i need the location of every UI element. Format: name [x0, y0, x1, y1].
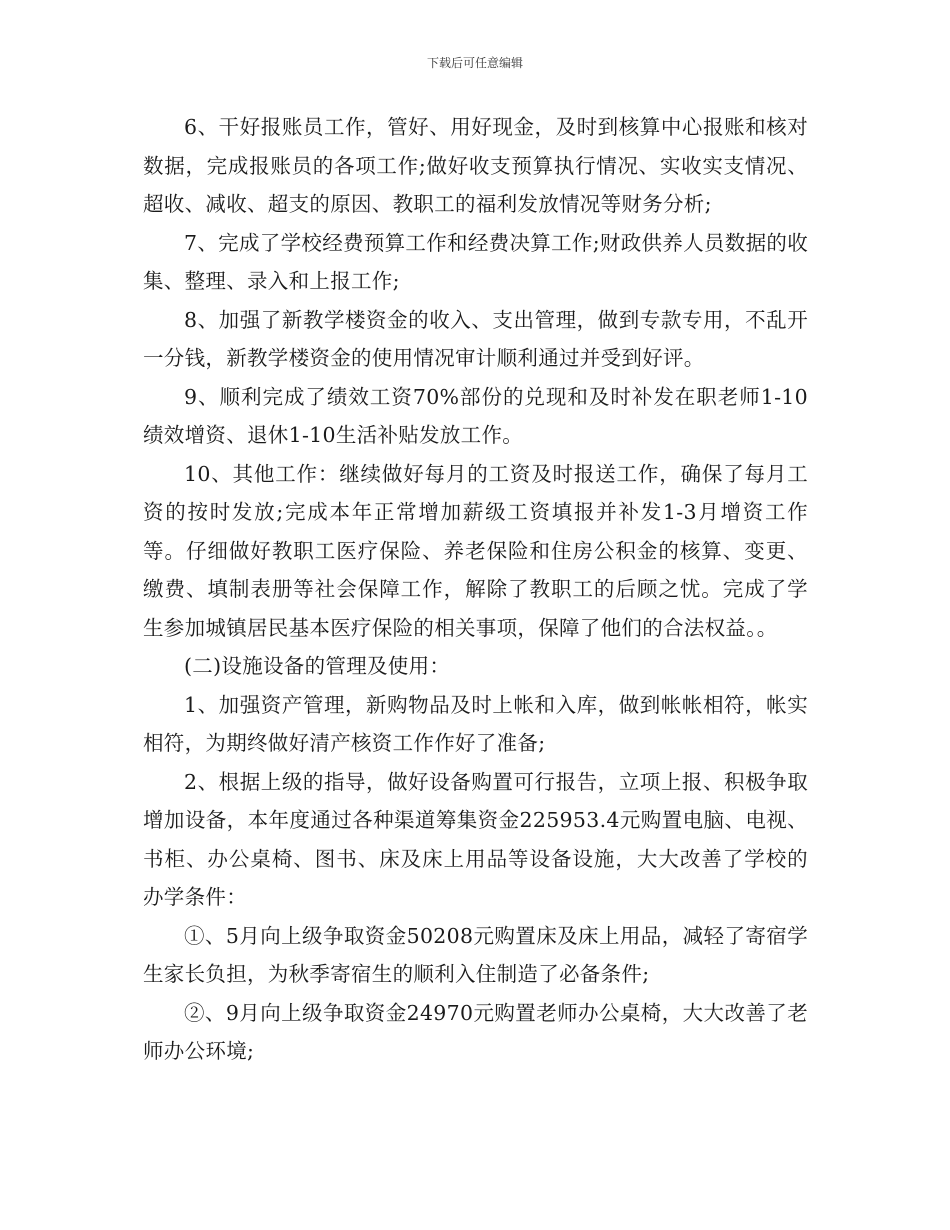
paragraph-sub-item-1: ①、5月向上级争取资金50208元购置床及床上用品，减轻了寄宿学生家长负担，为秋季寄宿生的顺利入住制造了必备条件; [143, 923, 808, 986]
paragraph-asset-management: 1、加强资产管理，新购物品及时上帐和入库，做到帐帐相符，帐实相符，为期终做好清产核资工作作好了准备; [143, 692, 808, 755]
paragraph-item-10: 10、其他工作：继续做好每月的工资及时报送工作，确保了每月工资的按时发放;完成本年正常增加薪级工资填报并补发1-3月增资工作等。仔细做好教职工医疗保险、养老保险和住房公积金的核算、变更、缴费、填制表册等社会保障工作，解除了教职工的后顾之忧。完成了学生参加城镇居民基本医疗保险的相关事项，保障了他们的合法权益。。 [143, 461, 808, 640]
paragraph-equipment-purchase: 2、根据上级的指导，做好设备购置可行报告，立项上报、积极争取增加设备，本年度通过各种渠道筹集资金225953.4元购置电脑、电视、书柜、办公桌椅、图书、床及床上用品等设备设施，大大改善了学校的办学条件： [143, 769, 808, 909]
paragraph-item-6: 6、干好报账员工作，管好、用好现金，及时到核算中心报账和核对数据，完成报账员的各项工作;做好收支预算执行情况、实收实支情况、超收、减收、超支的原因、教职工的福利发放情况等财务分析; [143, 115, 808, 216]
section-heading-facilities: (二)设施设备的管理及使用： [184, 654, 451, 678]
paragraph-item-7: 7、完成了学校经费预算工作和经费决算工作;财政供养人员数据的收集、整理、录入和上报工作; [143, 230, 808, 293]
paragraph-item-9: 9、顺利完成了绩效工资70%部份的兑现和及时补发在职老师1-10绩效增资、退休1-10生活补贴发放工作。 [143, 384, 808, 447]
paragraph-sub-item-2: ②、9月向上级争取资金24970元购置老师办公桌椅，大大改善了老师办公环境; [143, 1000, 808, 1063]
document-body [143, 108, 808, 1071]
paragraph-item-8: 8、加强了新教学楼资金的收入、支出管理，做到专款专用，不乱开一分钱，新教学楼资金的使用情况审计顺利通过并受到好评。 [143, 307, 808, 370]
page-header: 下载后可任意编辑 [426, 56, 523, 70]
